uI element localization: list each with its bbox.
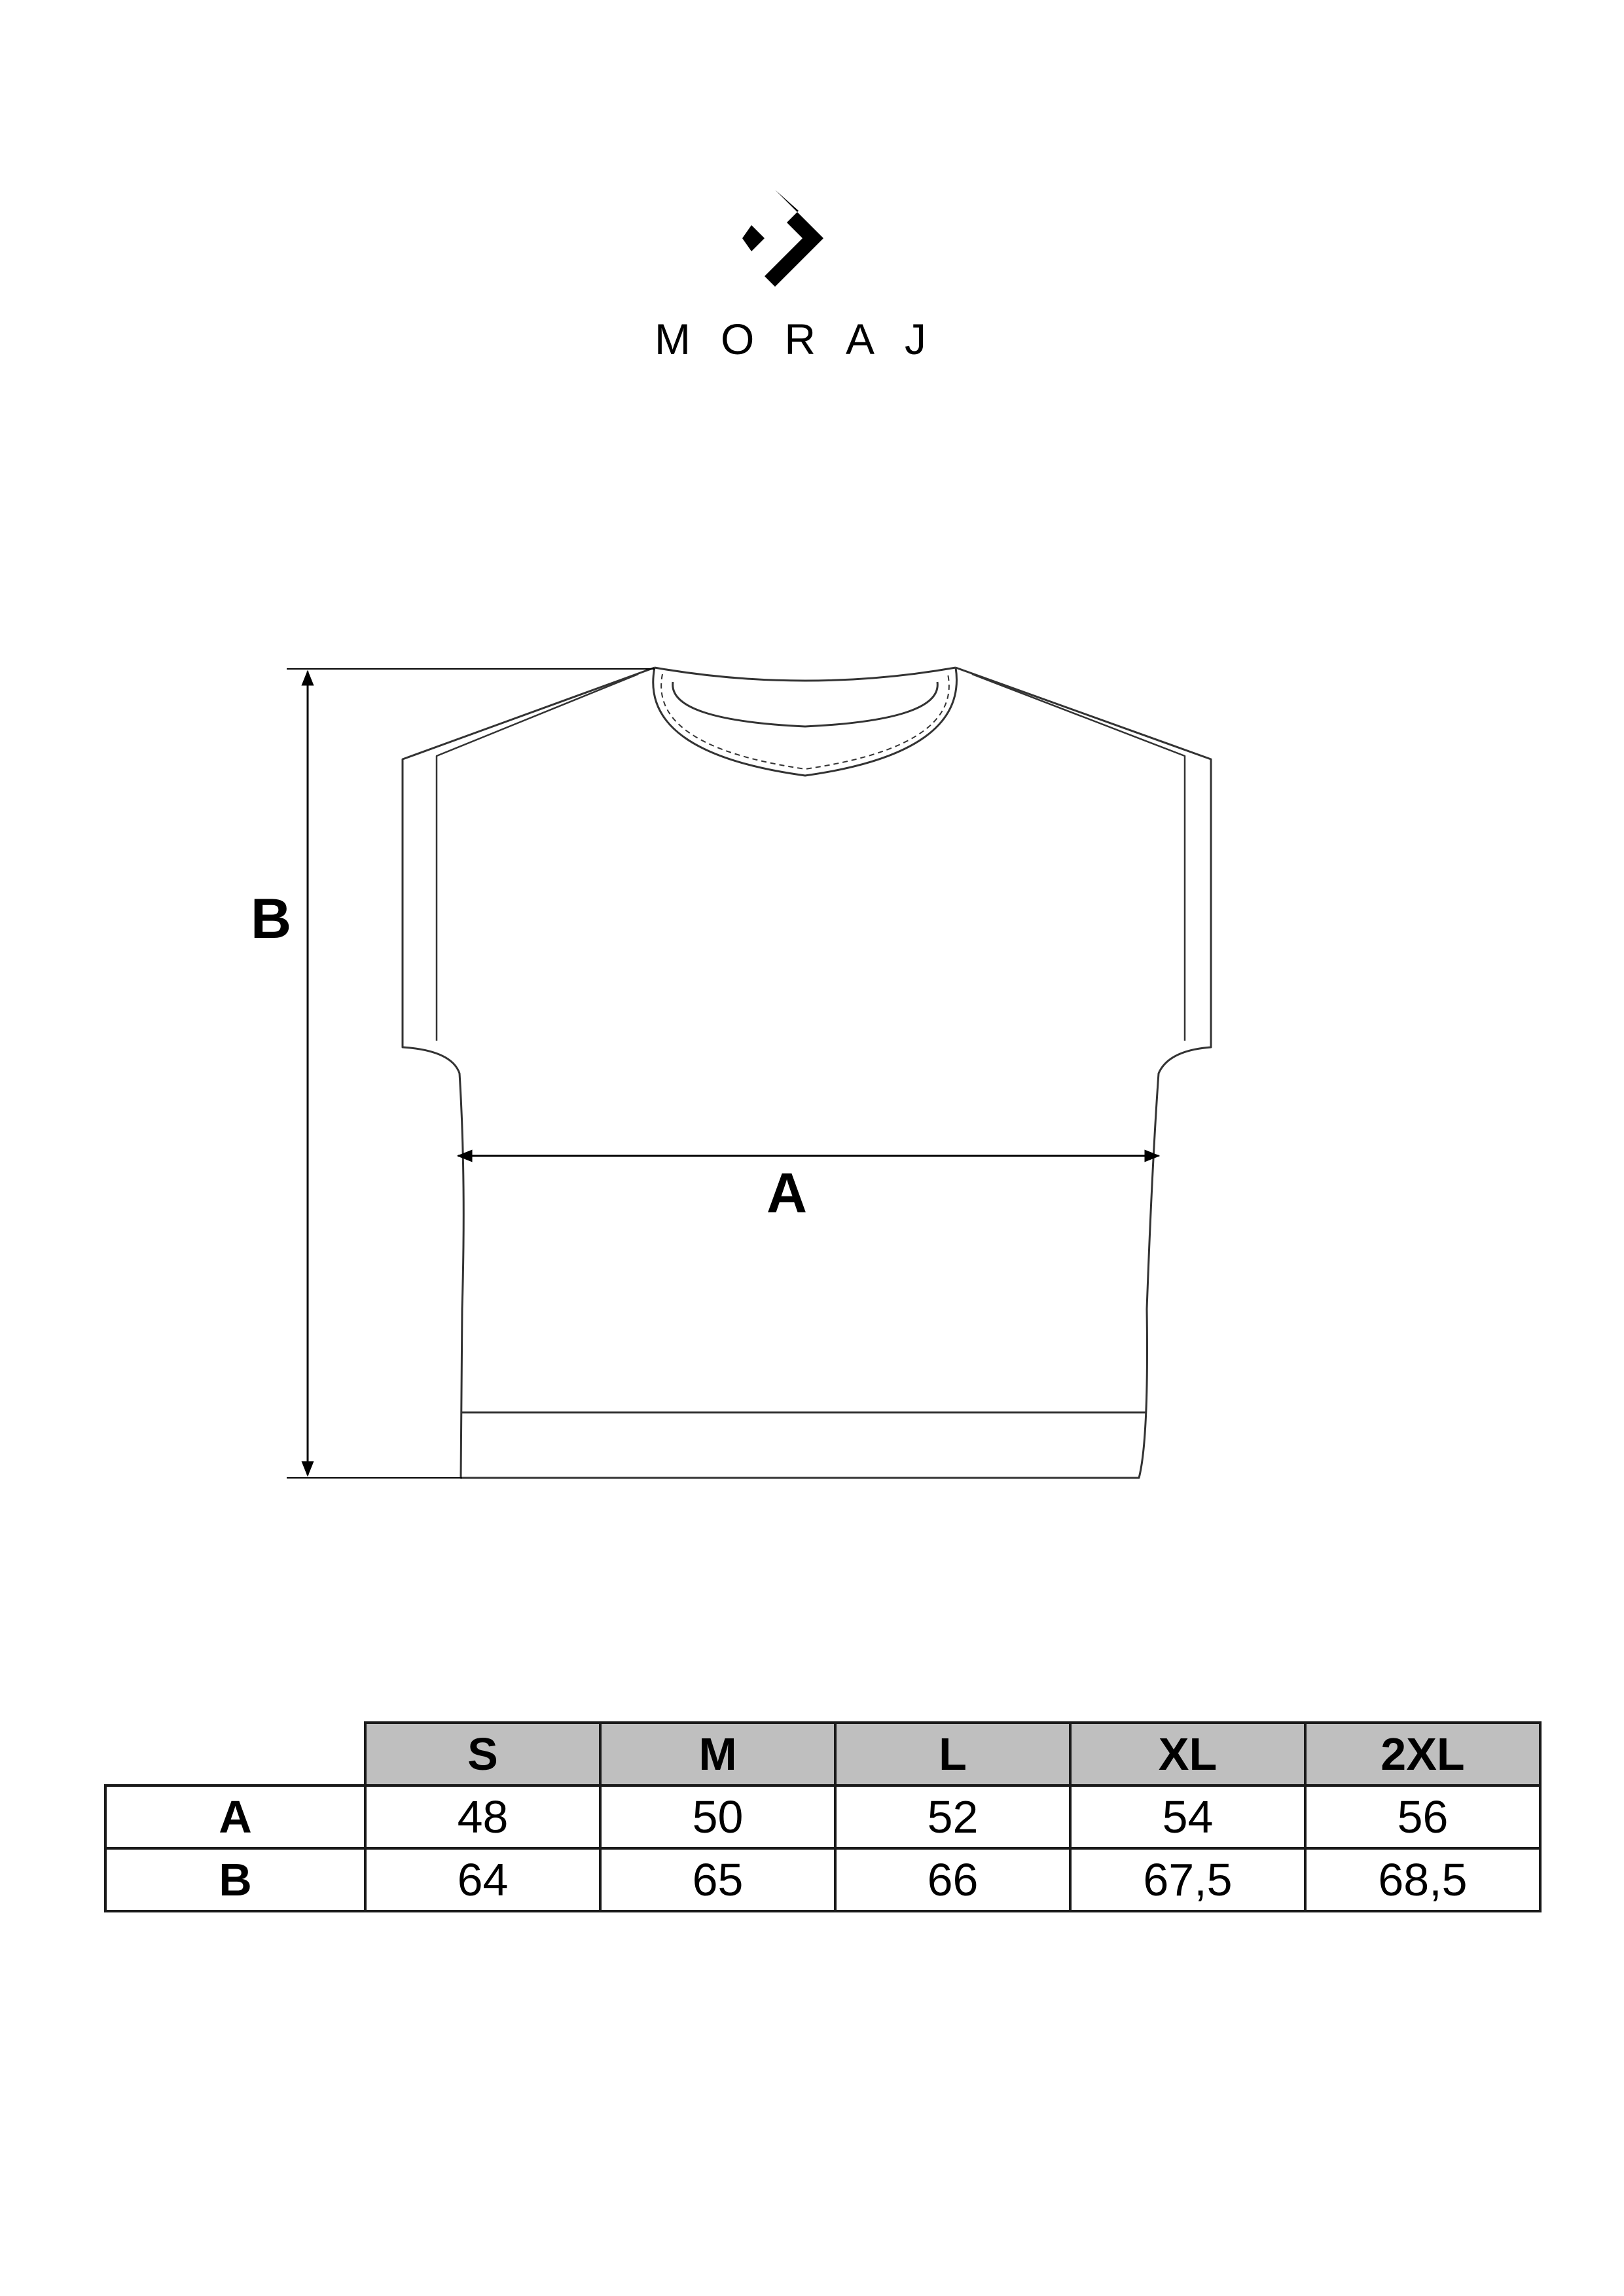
table-cell: 52 xyxy=(835,1785,1070,1848)
right-shoulder-seam xyxy=(972,674,1185,1041)
table-cell: 50 xyxy=(600,1785,835,1848)
collar-band xyxy=(673,682,938,726)
table-cell: 67,5 xyxy=(1070,1848,1305,1911)
table-cell: 68,5 xyxy=(1305,1848,1540,1911)
table-row xyxy=(105,1848,1540,1911)
column-header-l: L xyxy=(835,1723,1070,1785)
column-header-m: M xyxy=(600,1723,835,1785)
table-row xyxy=(105,1785,1540,1848)
size-table xyxy=(104,1721,1542,1912)
table-cell: 56 xyxy=(1305,1785,1540,1848)
tshirt-outline xyxy=(403,668,1211,1478)
table-header-row xyxy=(105,1723,1540,1785)
row-header-b: B xyxy=(105,1848,365,1911)
column-header-2xl: 2XL xyxy=(1305,1723,1540,1785)
neckline-outer xyxy=(655,668,956,681)
table-cell: 48 xyxy=(365,1785,600,1848)
table-cell: 65 xyxy=(600,1848,835,1911)
dimension-b-label: B xyxy=(251,888,292,950)
table-cell: 66 xyxy=(835,1848,1070,1911)
neckline-inner xyxy=(653,668,957,776)
left-shoulder-seam xyxy=(437,674,638,1041)
dimension-a-label: A xyxy=(767,1162,808,1225)
table-cell: 64 xyxy=(365,1848,600,1911)
table-cell: 54 xyxy=(1070,1785,1305,1848)
table-corner xyxy=(105,1723,365,1785)
row-header-a: A xyxy=(105,1785,365,1848)
column-header-xl: XL xyxy=(1070,1723,1305,1785)
brand-name: MORAJ xyxy=(655,315,956,363)
column-header-s: S xyxy=(365,1723,600,1785)
